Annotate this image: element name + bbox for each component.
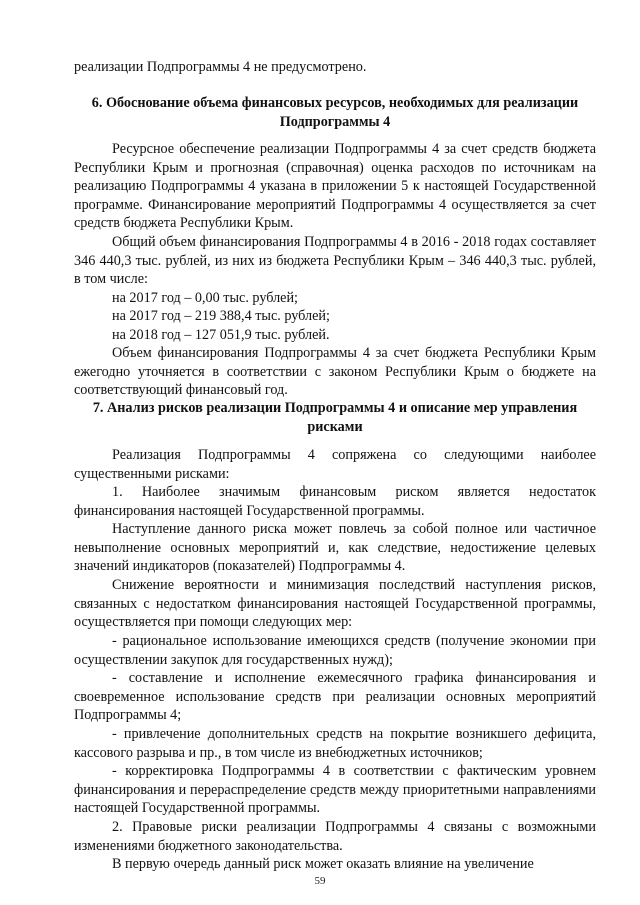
page-number: 59 xyxy=(314,875,326,887)
measure-4: - корректировка Подпрограммы 4 в соответствии с фактическим уровнем финансирования и перераспределение средств между приоритетными направлениями настоящей Государственной программы. xyxy=(74,763,596,817)
funding-2016: на 2017 год – 0,00 тыс. рублей; xyxy=(112,290,299,306)
continuation-line: реализации Подпрограммы 4 не предусмотрено. xyxy=(74,59,367,75)
section-7-paragraph-6: В первую очередь данный риск может оказать влияние на увеличение xyxy=(112,856,534,872)
measure-3: - привлечение дополнительных средств на покрытие возникшего дефицита, кассового разрыва и пр., в том числе из внебюджетных источников; xyxy=(74,726,596,761)
section-6-paragraph-1: Ресурсное обеспечение реализации Подпрограммы 4 за счет средств бюджета Республики Крым и прогнозная (справочная) оценка расходов по источникам на реализацию Подпрограммы 4 указана в приложении 5 к настоящей Государственной программе. Финансирование мероприятий Подпрограммы 4 осуществляется за счет средств бюджета Республики Крым. xyxy=(74,141,596,232)
section-7-paragraph-3: Наступление данного риска может повлечь за собой полное или частичное невыполнение основных мероприятий и, как следствие, недостижение целевых значений индикаторов (показателей) Подпрограммы 4. xyxy=(74,521,596,575)
section-6-paragraph-3: Объем финансирования Подпрограммы 4 за счет бюджета Республики Крым ежегодно уточняется в соответствии с законом Республики Крым о бюджете на соответствующий финансовый год. xyxy=(74,345,596,399)
section-7-paragraph-2: 1. Наиболее значимым финансовым риском является недостаток финансирования настоящей Государственной программы. xyxy=(74,484,596,519)
section-7-paragraph-4: Снижение вероятности и минимизация последствий наступления рисков, связанных с недостатком финансирования настоящей Государственной программы, осуществляется при помощи следующих мер: xyxy=(74,577,596,631)
funding-2017: на 2017 год – 219 388,4 тыс. рублей; xyxy=(112,308,330,324)
section-7-paragraph-5: 2. Правовые риски реализации Подпрограммы 4 связаны с возможными изменениями бюджетного законодательства. xyxy=(74,819,596,854)
section-6-heading: 6. Обоснование объема финансовых ресурсов, необходимых для реализации Подпрограммы 4 xyxy=(91,95,579,130)
measure-2: - составление и исполнение ежемесячного графика финансирования и своевременное использование средств при реализации основных мероприятий Подпрограммы 4; xyxy=(74,670,596,724)
section-6-paragraph-2: Общий объем финансирования Подпрограммы 4 в 2016 - 2018 годах составляет 346 440,3 тыс. рублей, из них из бюджета Республики Крым – 346 440,3 тыс. рублей, в том числе: xyxy=(74,234,596,288)
measure-1: - рациональное использование имеющихся средств (получение экономии при осуществлении закупок для государственных нужд); xyxy=(74,633,596,668)
section-7-paragraph-1: Реализация Подпрограммы 4 сопряжена со следующими наиболее существенными рисками: xyxy=(74,447,596,482)
section-7-heading: 7. Анализ рисков реализации Подпрограммы 4 и описание мер управления рисками xyxy=(92,400,578,435)
funding-2018: на 2018 год – 127 051,9 тыс. рублей. xyxy=(112,327,330,343)
